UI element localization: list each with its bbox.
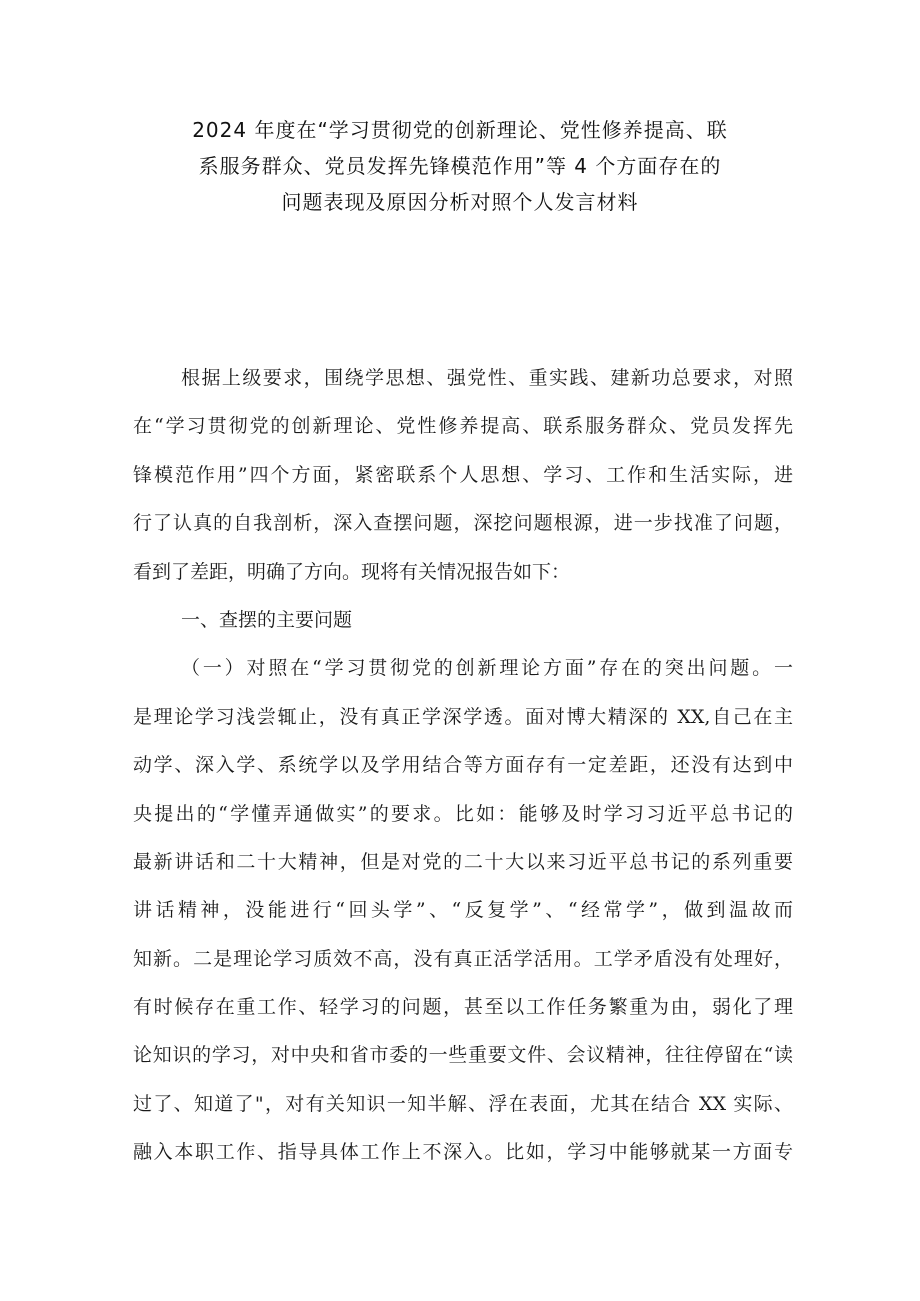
section-line-11: 融入本职工作、指导具体工作上不深入。比如，学习中能够就某一方面专 — [133, 1141, 793, 1164]
section-line-3: 动学、深入学、系统学以及学用结合等方面存有一定差距，还没有达到中 — [133, 754, 793, 777]
title-line-2: 系服务群众、党员发挥先锋模范作用”等 4 个方面存在的 — [198, 154, 722, 178]
section-line-10: 过了、知道了"，对有关知识一知半解、浮在表面，尤其在结合 XX 实际、 — [133, 1092, 793, 1115]
section-heading: 一、查摆的主要问题 — [181, 608, 353, 631]
intro-line-5: 看到了差距，明确了方向。现将有关情况报告如下： — [133, 560, 571, 583]
section-line-6: 讲话精神，没能进行“回头学”、“反复学”、“经常学”，做到温故而 — [133, 899, 793, 922]
section-line-4: 央提出的“学懂弄通做实”的要求。比如：能够及时学习习近平总书记的 — [133, 802, 793, 825]
intro-line-4: 行了认真的自我剖析，深入查摆问题，深挖问题根源，进一步找准了问题， — [133, 512, 793, 535]
intro-line-3: 锋模范作用”四个方面，紧密联系个人思想、学习、工作和生活实际，进 — [133, 463, 793, 486]
intro-line-1: 根据上级要求，围绕学思想、强党性、重实践、建新功总要求，对照 — [181, 367, 793, 389]
section-line-5: 最新讲话和二十大精神，但是对党的二十大以来习近平总书记的系列重要 — [133, 850, 793, 873]
document-title — [100, 112, 820, 220]
intro-line-2: 在“学习贯彻党的创新理论、党性修养提高、联系服务群众、党员发挥先 — [133, 415, 793, 438]
section-line-2: 是理论学习浅尝辄止，没有真正学深学透。面对博大精深的 XX,自己在主 — [133, 705, 793, 728]
title-line-1: 2024 年度在“学习贯彻党的创新理论、党性修养提高、联 — [192, 118, 728, 142]
section-line-1: （一）对照在“学习贯彻党的创新理论方面”存在的突出问题。一 — [181, 657, 793, 680]
title-line-3: 问题表现及原因分析对照个人发言材料 — [281, 190, 639, 214]
section-line-8: 有时候存在重工作、轻学习的问题，甚至以工作任务繁重为由，弱化了理 — [133, 996, 793, 1019]
section-line-7: 知新。二是理论学习质效不高，没有真正活学活用。工学矛盾没有处理好， — [133, 947, 793, 970]
document-body — [133, 354, 793, 1177]
section-line-9: 论知识的学习，对中央和省市委的一些重要文件、会议精神，往往停留在“读 — [133, 1044, 793, 1067]
